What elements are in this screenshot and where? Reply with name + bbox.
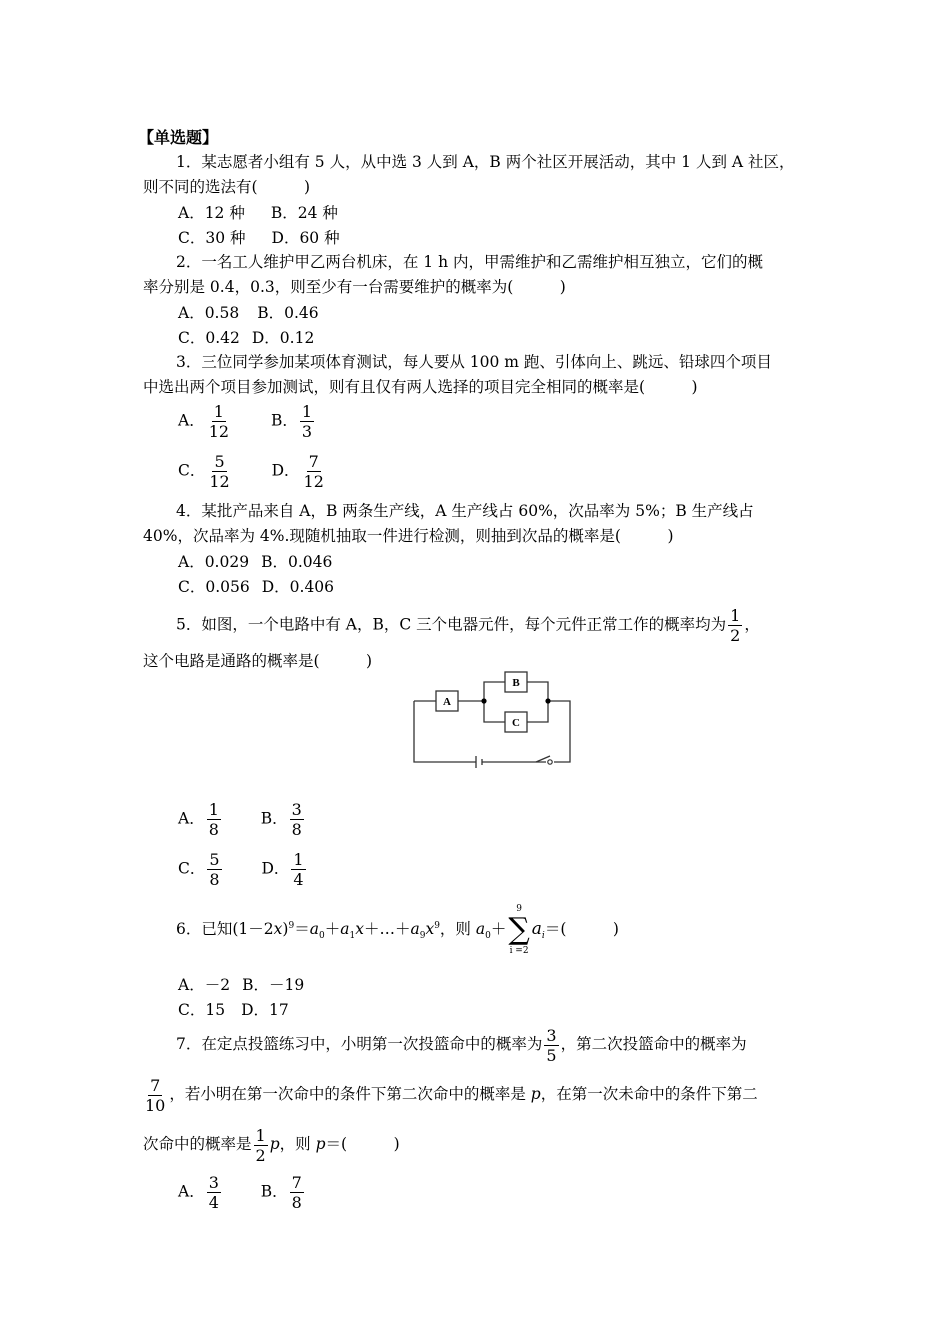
q5-options-row2 (178, 850, 308, 889)
q7-stem-line2 (143, 1074, 758, 1115)
q7-var-p-2: p (269, 1135, 280, 1153)
q5-option-a-den: 8 (208, 820, 219, 839)
switch-contact (548, 760, 552, 764)
q6-plus: ＋ (324, 920, 341, 938)
q6-sub-0-again: 0 (485, 931, 491, 942)
circuit-wire-right (548, 701, 570, 762)
q3-option-b-fraction (300, 402, 314, 441)
q6-option-b: B．－19 (242, 976, 305, 994)
q3-option-c-num: 5 (214, 452, 225, 471)
q6-stem (176, 903, 619, 957)
q5-option-b-fraction (290, 800, 304, 839)
q4-stem-line1: 4．某批产品来自 A，B 两条生产线，A 生产线占 60%，次品率为 5%；B 生产线占 (176, 502, 754, 520)
circuit-wire-from-c (527, 701, 548, 722)
q4-option-b: B．0.046 (261, 553, 333, 571)
q4-options-row2 (178, 575, 334, 597)
q5-options-row1 (178, 800, 306, 839)
q5-option-c-fraction (207, 850, 221, 889)
q1-option-d: D．60 种 (271, 229, 340, 247)
q7-option-a-den: 4 (208, 1193, 219, 1212)
q6-plus-again: ＋ (490, 920, 507, 938)
q5-stem-line1 (176, 606, 760, 645)
q3-option-b-label: B． (270, 411, 298, 430)
q3-option-d-num: 7 (308, 452, 319, 471)
q1-option-c: C．30 种 (178, 229, 246, 247)
q5-stem-tail: ， (744, 615, 760, 634)
q5-option-d-label: D． (261, 859, 290, 878)
q5-option-d-den: 4 (293, 870, 304, 889)
circuit-node-right (545, 698, 550, 703)
q3-option-a-fraction (207, 402, 231, 441)
q3-option-d-den: 12 (303, 472, 324, 491)
q5-option-b-label: B． (260, 809, 288, 828)
q7-fraction-2 (143, 1076, 167, 1115)
q3-options-row1 (178, 402, 316, 441)
q4-option-d: D．0.406 (261, 578, 335, 596)
q6-option-d: D．17 (241, 1001, 289, 1019)
q3-option-a-den: 12 (208, 422, 230, 441)
q7-stem-line1 (176, 1024, 747, 1065)
q7-fraction-3 (254, 1126, 268, 1165)
q6-x1: x (355, 920, 364, 938)
q3-stem-line2: 中选出两个项目参加测试，则有且仅有两人选择的项目完全相同的概率是( ) (143, 378, 698, 396)
circuit-wire-to-b (484, 682, 505, 701)
q7-option-a-fraction (207, 1173, 221, 1212)
q3-option-a-label: A． (178, 411, 205, 430)
q2-option-b: B．0.46 (257, 304, 319, 322)
q5-stem-fraction (728, 606, 742, 645)
q4-options-row1 (178, 550, 332, 572)
q5-stem-line2: 这个电路是通路的概率是( ) (143, 652, 373, 670)
q3-option-b-num: 1 (301, 402, 313, 421)
q7-fraction-1 (544, 1026, 558, 1065)
q7-fraction-2-den: 10 (145, 1095, 166, 1115)
q7-line3-mid: ，则 (279, 1135, 316, 1153)
q6-a1: a (340, 920, 350, 938)
q4-option-c: C．0.056 (178, 578, 250, 596)
q6-power: 9 (288, 920, 295, 931)
q5-stem-fraction-num: 1 (730, 606, 741, 625)
q7-line1-tail: ，第二次投篮命中的概率为 (560, 1035, 747, 1053)
q6-sum-lower: i =2 (509, 946, 529, 956)
circuit-node-left (481, 698, 486, 703)
q6-sub-1: 1 (349, 931, 356, 942)
q2-options-row1 (178, 301, 319, 323)
q3-option-d-label: D． (271, 461, 300, 480)
q4-stem-line2: 40%，次品率为 4%.现随机抽取一件进行检测，则抽到次品的概率是( ) (143, 527, 674, 545)
circuit-diagram (410, 664, 575, 768)
q6-a0: a (309, 920, 319, 938)
q5-option-a-label: A． (178, 809, 205, 828)
circuit-wire-to-c (484, 701, 505, 722)
q2-option-c: C．0.42 (178, 329, 240, 347)
q7-var-p: p (530, 1085, 541, 1103)
q6-options-row1 (178, 973, 304, 995)
q7-option-b-fraction (290, 1173, 304, 1212)
q7-option-b-den: 8 (291, 1193, 302, 1212)
q6-sub-9: 9 (419, 931, 426, 942)
q6-then: ，则 (439, 920, 476, 938)
q5-option-c-den: 8 (209, 870, 220, 889)
q5-option-c-label: C． (178, 859, 206, 878)
q7-option-a-num: 3 (208, 1173, 219, 1192)
q5-option-a-fraction (207, 800, 221, 839)
q2-stem-line2: 率分别是 0.4，0.3，则至少有一台需要维护的概率为( ) (143, 278, 566, 296)
q6-tail: ＝( ) (544, 920, 619, 938)
q6-option-c: C．15 (178, 1001, 226, 1019)
q2-options-row2 (178, 326, 314, 348)
q6-power-9: 9 (434, 920, 440, 931)
q7-stem-line3 (143, 1124, 400, 1165)
q5-stem-fraction-den: 2 (730, 626, 741, 645)
q7-var-p-3: p (315, 1135, 326, 1153)
q3-stem-line1: 3．三位同学参加某项体育测试，每人要从 100 m 跑、引体向上、跳远、铅球四个项目 (176, 353, 772, 371)
q3-option-c-label: C． (178, 461, 206, 480)
q6-dots: ＋…＋ (363, 920, 411, 938)
q1-options-row1 (178, 201, 338, 223)
q6-prefix: 6．已知(1－2 (176, 920, 274, 938)
q3-option-d-fraction (302, 452, 326, 491)
q3-option-c-den: 12 (209, 472, 230, 491)
q7-options-row1 (178, 1173, 306, 1212)
q3-options-row2 (178, 452, 328, 491)
q6-option-a: A．－2 (178, 976, 231, 994)
q6-sub-0: 0 (318, 931, 325, 942)
q6-ai-sub: i (541, 931, 545, 942)
q1-stem-line1: 1．某志愿者小组有 5 人，从中选 3 人到 A，B 两个社区开展活动，其中 1 人到 A 社区， (176, 153, 795, 171)
q7-fraction-2-num: 7 (150, 1075, 161, 1095)
q6-paren-close: ) (282, 920, 289, 938)
q2-option-a: A．0.58 (178, 304, 240, 322)
q5-option-d-fraction (291, 850, 305, 889)
q5-option-d-num: 1 (293, 850, 304, 869)
q6-equals: ＝ (294, 920, 310, 938)
q2-option-d: D．0.12 (251, 329, 315, 347)
component-c-label: C (512, 717, 520, 729)
q6-a0-again: a (475, 920, 486, 938)
q7-line3-text: 次命中的概率是 (143, 1135, 252, 1153)
q6-options-row2 (178, 998, 289, 1020)
q7-option-a-label: A． (178, 1182, 205, 1201)
component-a-label: A (443, 696, 451, 708)
q7-fraction-1-num: 3 (546, 1025, 557, 1045)
q5-option-c-num: 5 (209, 850, 220, 869)
q7-line2-text: ，若小明在第一次命中的条件下第二次命中的概率是 (169, 1085, 531, 1103)
circuit-wire-from-b (527, 682, 548, 701)
q3-option-c-fraction (207, 452, 231, 491)
q7-fraction-3-num: 1 (255, 1125, 266, 1145)
q5-option-a-num: 1 (208, 800, 219, 819)
q6-var-x: x (273, 920, 283, 938)
q7-option-b-num: 7 (291, 1173, 302, 1192)
section-title: 【单选题】 (138, 128, 219, 147)
q1-option-a: A．12 种 (178, 204, 245, 222)
q7-fraction-3-den: 2 (255, 1145, 266, 1165)
q6-sum-upper: 9 (516, 904, 522, 914)
q6-a9: a (410, 920, 420, 938)
circuit-wire-left (414, 701, 476, 762)
q6-sum-sign: ∑ (508, 912, 530, 947)
q7-line2-tail: ，在第一次未命中的条件下第二 (540, 1085, 758, 1103)
q7-option-b-label: B． (260, 1182, 288, 1201)
q5-option-b-den: 8 (291, 820, 302, 839)
q3-option-b-den: 3 (301, 422, 313, 441)
q1-options-row2 (178, 226, 340, 248)
q5-option-b-num: 3 (291, 800, 302, 819)
q1-option-b: B．24 种 (270, 204, 338, 222)
component-b-label: B (512, 677, 520, 689)
q6-summation (508, 903, 529, 957)
q7-line1-text: 7．在定点投篮练习中，小明第一次投篮命中的概率为 (176, 1035, 543, 1053)
q7-fraction-1-den: 5 (546, 1045, 557, 1065)
q1-stem-line2: 则不同的选法有( ) (143, 178, 311, 196)
q6-x9: x (425, 920, 435, 938)
q6-ai: a (531, 919, 542, 939)
q4-option-a: A．0.029 (178, 553, 250, 571)
q2-stem-line1: 2．一名工人维护甲乙两台机床，在 1 h 内，甲需维护和乙需维护相互独立，它们的概 (176, 253, 763, 271)
q3-option-a-num: 1 (213, 402, 224, 421)
q7-line3-tail: ＝( ) (325, 1135, 400, 1153)
q5-stem-text: 5．如图，一个电路中有 A，B，C 三个电器元件，每个元件正常工作的概率均为 (176, 615, 727, 634)
